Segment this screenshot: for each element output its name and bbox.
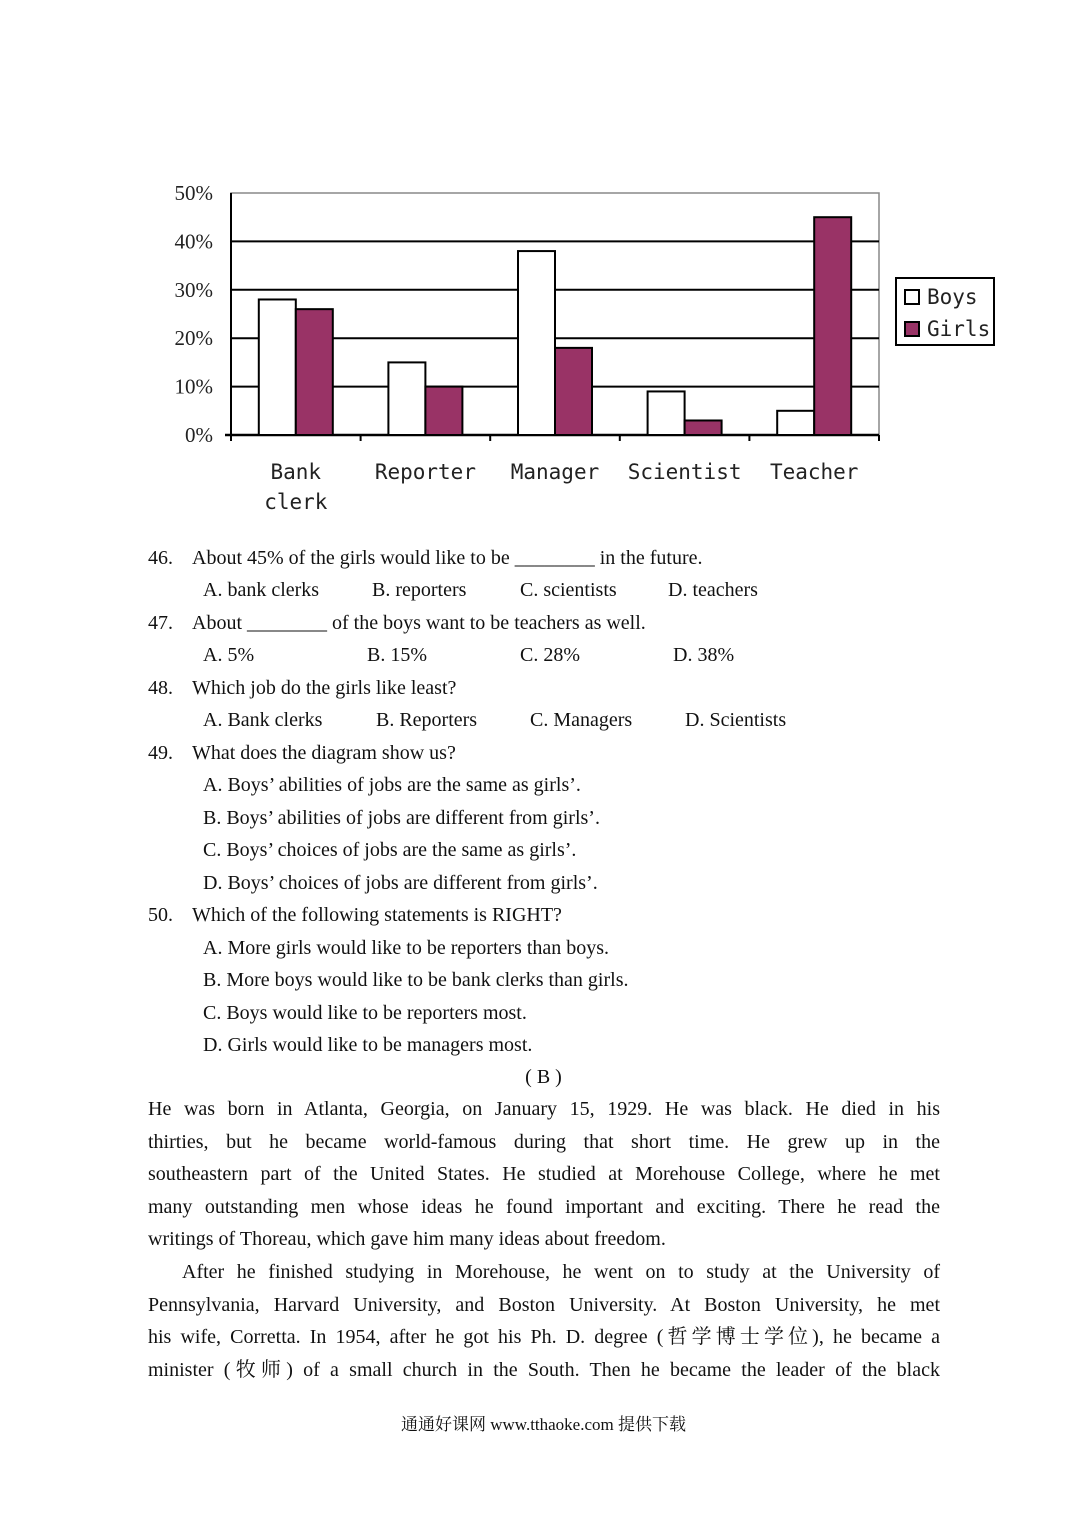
question-number: 49.	[148, 742, 173, 764]
question-text: What does the diagram show us?	[192, 742, 456, 764]
y-tick-label: 20%	[174, 326, 213, 351]
option-d: D. Girls would like to be managers most.	[203, 1034, 533, 1056]
bar-girls	[814, 217, 851, 435]
section-label: ( B )	[525, 1066, 562, 1088]
bar-boys	[388, 362, 425, 435]
passage-line: thirties, but he became world-famous during that short time. He grew up in the	[148, 1130, 940, 1153]
option-b: B. reporters	[372, 579, 467, 601]
bar-girls	[425, 387, 462, 435]
option-c: C. Managers	[530, 709, 633, 731]
option-b: B. More boys would like to be bank clerks than girls.	[203, 969, 629, 991]
option-c: C. scientists	[520, 579, 617, 601]
y-tick-label: 10%	[174, 374, 213, 399]
question-number: 47.	[148, 612, 173, 634]
option-b: B. Boys’ abilities of jobs are different from girls’.	[203, 807, 600, 829]
option-c: C. Boys would like to be reporters most.	[203, 1002, 527, 1024]
bar-boys	[259, 299, 296, 435]
question-text: Which of the following statements is RIGHT?	[192, 904, 562, 926]
option-d: D. 38%	[673, 644, 735, 666]
question-49	[148, 740, 456, 766]
bar-girls	[555, 348, 592, 435]
bar-boys	[648, 391, 685, 435]
question-text: About 45% of the girls would like to be ________ in the future.	[192, 547, 703, 569]
passage-line: writings of Thoreau, which gave him many ideas about freedom.	[148, 1228, 666, 1250]
passage-line: He was born in Atlanta, Georgia, on January 15, 1929. He was black. He died in his	[148, 1098, 940, 1120]
passage-line: After he finished studying in Morehouse, he went on to study at the University of	[182, 1261, 940, 1283]
y-tick-label: 0%	[185, 423, 213, 447]
bar-girls	[296, 309, 333, 435]
y-tick-label: 50%	[174, 181, 213, 205]
passage-paragraph-2	[148, 1256, 940, 1386]
x-tick-label: Bank	[270, 460, 322, 484]
option-d: D. Boys’ choices of jobs are different from girls’.	[203, 872, 598, 894]
passage-line: many outstanding men whose ideas he found important and exciting. There he read the	[148, 1195, 940, 1218]
passage-line: southeastern part of the United States. He studied at Morehouse College, where he met	[148, 1163, 940, 1185]
passage-line: his wife, Corretta. In 1954, after he got his Ph. D. degree (哲学博士学位), he became a	[148, 1326, 940, 1348]
x-tick-label: Reporter	[374, 460, 476, 484]
bar-girls	[685, 420, 722, 435]
option-d: D. Scientists	[685, 709, 787, 731]
option-c: C. Boys’ choices of jobs are the same as girls’.	[203, 839, 577, 861]
bar-boys	[518, 251, 555, 435]
passage-paragraph-1	[148, 1093, 940, 1256]
bar-boys	[777, 411, 814, 435]
option-b: B. 15%	[367, 644, 427, 666]
passage-line: minister (牧师) of a small church in the South. Then he became the leader of the black	[148, 1358, 940, 1381]
question-text: About ________ of the boys want to be teachers as well.	[192, 612, 646, 634]
x-tick-label: clerk	[264, 490, 328, 514]
question-50	[148, 902, 562, 928]
x-tick-label: Scientist	[627, 460, 742, 484]
question-number: 50.	[148, 904, 173, 926]
question-text: Which job do the girls like least?	[192, 677, 457, 699]
question-48	[148, 675, 456, 701]
question-46	[148, 545, 702, 571]
x-tick-label: Manager	[510, 460, 600, 484]
legend-swatch-boys	[905, 290, 919, 304]
option-a: A. More girls would like to be reporters than boys.	[203, 937, 610, 959]
option-b: B. Reporters	[376, 709, 478, 731]
option-a: A. bank clerks	[203, 579, 320, 601]
passage-line: Pennsylvania, Harvard University, and Boston University. At Boston University, he met	[148, 1293, 940, 1316]
option-d: D. teachers	[668, 579, 758, 601]
legend-label: Girls	[927, 317, 991, 341]
option-a: A. 5%	[203, 644, 255, 666]
legend-label: Boys	[927, 285, 978, 309]
y-tick-label: 40%	[174, 229, 213, 254]
y-tick-label: 30%	[174, 277, 213, 302]
question-number: 46.	[148, 547, 173, 569]
option-c: C. 28%	[520, 644, 580, 666]
bar-chart	[160, 176, 1010, 526]
page-footer: 通通好课网 www.tthaoke.com 提供下载	[400, 1415, 687, 1434]
option-a: A. Boys’ abilities of jobs are the same as girls’.	[203, 774, 581, 796]
question-number: 48.	[148, 677, 173, 699]
legend-swatch-girls	[905, 322, 919, 336]
option-a: A. Bank clerks	[203, 709, 323, 731]
x-tick-label: Teacher	[769, 460, 859, 484]
question-47	[148, 610, 646, 636]
